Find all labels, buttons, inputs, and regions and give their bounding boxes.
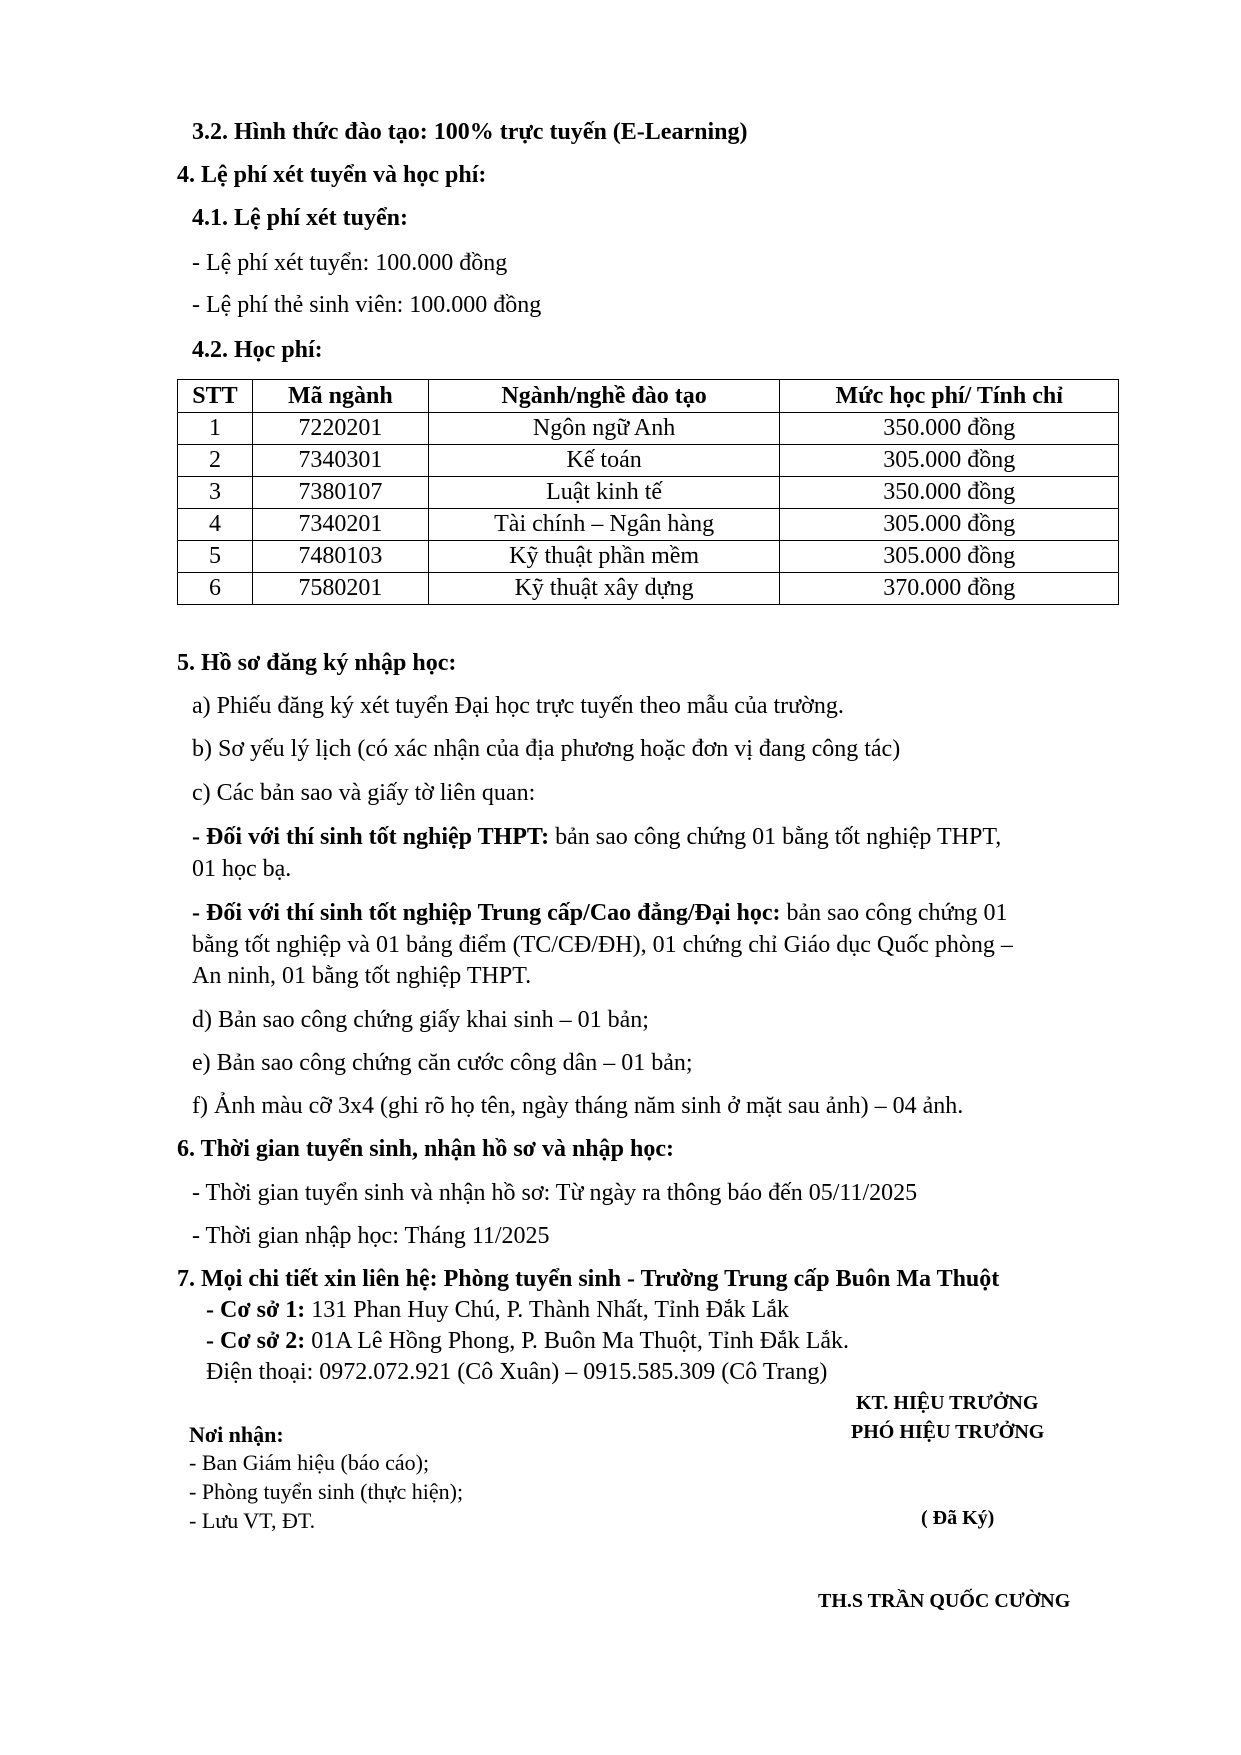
col-header: Mã ngành: [252, 380, 428, 413]
doc-item-thpt-cont: 01 học bạ.: [192, 856, 292, 882]
table-row: [178, 573, 1119, 605]
heading-7: 7. Mọi chi tiết xin liên hệ: Phòng tuyển sinh - Trường Trung cấp Buôn Ma Thuột: [177, 1266, 1000, 1292]
table-row: [178, 445, 1119, 477]
doc-item-tc-text: bản sao công chứng 01: [780, 900, 1008, 926]
signature-title-1: KT. HIỆU TRƯỞNG: [856, 1392, 1039, 1414]
heading-4: 4. Lệ phí xét tuyển và học phí:: [177, 162, 487, 188]
cell-fee: 370.000 đồng: [780, 573, 1119, 605]
doc-item-tc-cont2: An ninh, 01 bằng tốt nghiệp THPT.: [192, 963, 532, 989]
col-header: Mức học phí/ Tính chỉ: [780, 380, 1119, 413]
cell-major: Kỹ thuật phần mềm: [428, 541, 780, 573]
table-row: [178, 477, 1119, 509]
cell-fee: 305.000 đồng: [780, 445, 1119, 477]
doc-item-c: c) Các bản sao và giấy tờ liên quan:: [192, 780, 536, 806]
doc-item-e: e) Bản sao công chứng căn cước công dân – 01 bản;: [192, 1050, 693, 1076]
cell-code: 7580201: [252, 573, 428, 605]
doc-item-a: a) Phiếu đăng ký xét tuyển Đại học trực tuyến theo mẫu của trường.: [192, 693, 844, 719]
signatory-name: TH.S TRẦN QUỐC CƯỜNG: [818, 1590, 1071, 1612]
admission-period: - Thời gian tuyển sinh và nhận hồ sơ: Từ ngày ra thông báo đến 05/11/2025: [192, 1180, 918, 1206]
cell-stt: 6: [178, 573, 253, 605]
cell-code: 7340201: [252, 509, 428, 541]
cell-major: Kỹ thuật xây dựng: [428, 573, 780, 605]
admission-fee: - Lệ phí xét tuyển: 100.000 đồng: [192, 250, 508, 276]
recipients-title: Nơi nhận:: [189, 1422, 284, 1447]
heading-4-1: 4.1. Lệ phí xét tuyển:: [192, 205, 408, 231]
enrollment-period: - Thời gian nhập học: Tháng 11/2025: [192, 1223, 550, 1249]
cell-stt: 4: [178, 509, 253, 541]
campus-1-address: 131 Phan Huy Chú, P. Thành Nhất, Tỉnh Đắk Lắk: [305, 1297, 789, 1323]
cell-fee: 305.000 đồng: [780, 541, 1119, 573]
cell-major: Kế toán: [428, 445, 780, 477]
cell-code: 7340301: [252, 445, 428, 477]
col-header: Ngành/nghề đào tạo: [428, 380, 780, 413]
campus-2-label: - Cơ sở 2:: [206, 1328, 306, 1354]
doc-item-thpt-label: - Đối với thí sinh tốt nghiệp THPT:: [192, 824, 550, 850]
cell-stt: 5: [178, 541, 253, 573]
cell-major: Ngôn ngữ Anh: [428, 413, 780, 445]
heading-4-2: 4.2. Học phí:: [192, 337, 323, 363]
cell-fee: 305.000 đồng: [780, 509, 1119, 541]
recipient-item: - Phòng tuyển sinh (thực hiện);: [189, 1479, 464, 1504]
heading-5: 5. Hồ sơ đăng ký nhập học:: [177, 650, 457, 676]
cell-stt: 2: [178, 445, 253, 477]
doc-item-b: b) Sơ yếu lý lịch (có xác nhận của địa phương hoặc đơn vị đang công tác): [192, 736, 901, 762]
recipient-item: - Ban Giám hiệu (báo cáo);: [189, 1450, 430, 1475]
contact-phone: Điện thoại: 0972.072.921 (Cô Xuân) – 0915.585.309 (Cô Trang): [206, 1359, 828, 1385]
cell-code: 7380107: [252, 477, 428, 509]
table-row: [178, 413, 1119, 445]
cell-fee: 350.000 đồng: [780, 413, 1119, 445]
tuition-table: [177, 379, 1119, 605]
doc-item-f: f) Ảnh màu cỡ 3x4 (ghi rõ họ tên, ngày tháng năm sinh ở mặt sau ảnh) – 04 ảnh.: [192, 1093, 964, 1119]
signature-status: ( Đã Ký): [921, 1507, 995, 1529]
table-row: [178, 541, 1119, 573]
cell-major: Luật kinh tế: [428, 477, 780, 509]
cell-fee: 350.000 đồng: [780, 477, 1119, 509]
campus-2-address: 01A Lê Hồng Phong, P. Buôn Ma Thuột, Tỉnh Đắk Lắk.: [305, 1328, 850, 1354]
cell-code: 7480103: [252, 541, 428, 573]
doc-item-tc: [192, 900, 1007, 928]
campus-2: [206, 1328, 849, 1356]
recipient-item: - Lưu VT, ĐT.: [189, 1508, 316, 1533]
table-row: [178, 509, 1119, 541]
doc-item-tc-label: - Đối với thí sinh tốt nghiệp Trung cấp/Cao đẳng/Đại học:: [192, 900, 781, 926]
cell-major: Tài chính – Ngân hàng: [428, 509, 780, 541]
doc-item-tc-cont1: bằng tốt nghiệp và 01 bảng điểm (TC/CĐ/ĐH), 01 chứng chỉ Giáo dục Quốc phòng –: [192, 932, 1013, 958]
doc-item-thpt: [192, 824, 1001, 852]
student-card-fee: - Lệ phí thẻ sinh viên: 100.000 đồng: [192, 292, 542, 318]
col-header: STT: [178, 380, 253, 413]
cell-code: 7220201: [252, 413, 428, 445]
campus-1-label: - Cơ sở 1:: [206, 1297, 306, 1323]
heading-3-2: 3.2. Hình thức đào tạo: 100% trực tuyến (E-Learning): [192, 119, 748, 145]
doc-item-d: d) Bản sao công chứng giấy khai sinh – 01 bản;: [192, 1007, 649, 1033]
campus-1: [206, 1297, 789, 1325]
doc-item-thpt-text: bản sao công chứng 01 bằng tốt nghiệp THPT,: [549, 824, 1002, 850]
table-header-row: [178, 380, 1119, 413]
cell-stt: 1: [178, 413, 253, 445]
signature-title-2: PHÓ HIỆU TRƯỞNG: [851, 1421, 1045, 1443]
cell-stt: 3: [178, 477, 253, 509]
heading-6: 6. Thời gian tuyển sinh, nhận hồ sơ và nhập học:: [177, 1136, 674, 1162]
